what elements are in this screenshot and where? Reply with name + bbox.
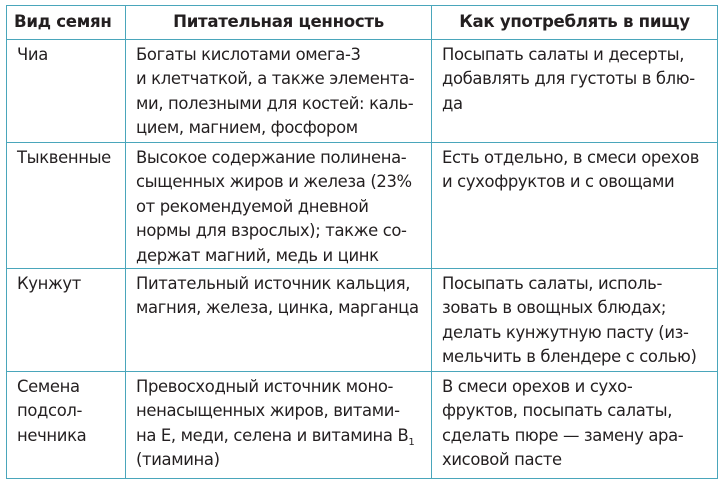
cell-seed bbox=[7, 143, 126, 269]
header-seed-type: Вид семян bbox=[7, 6, 126, 40]
text-line: и сухофруктов и с овощами bbox=[442, 172, 675, 192]
text-line: Есть отдельно, в смеси орехов bbox=[442, 148, 700, 167]
text-line: Посыпать салаты и десерты, bbox=[442, 45, 685, 64]
text-line: и клетчаткой, а также элемента- bbox=[136, 69, 415, 89]
text-line: фруктов, посыпать салаты, bbox=[442, 401, 673, 421]
seed-name: нечника bbox=[17, 425, 87, 445]
cell-usage bbox=[432, 40, 718, 143]
text-line: цием, магнием, фосфором bbox=[136, 118, 358, 138]
seed-name: подсол- bbox=[17, 401, 83, 421]
text-line: (тиамина) bbox=[136, 450, 220, 470]
header-usage: Как употреблять в пищу bbox=[432, 6, 718, 40]
text-line: на Е, меди, селена и витамина B bbox=[136, 425, 409, 445]
table-row-sesame bbox=[7, 269, 718, 372]
text-line: магния, железа, цинка, марганца bbox=[136, 298, 419, 318]
cell-seed bbox=[7, 269, 126, 372]
text-line: Высокое содержание полинена- bbox=[136, 148, 407, 167]
text-line: мельчить в блендере с солью) bbox=[442, 347, 697, 367]
subscript: 1 bbox=[408, 436, 415, 448]
text-line: Питательный источник кальция, bbox=[136, 274, 411, 294]
text-line: Посыпать салаты, исполь- bbox=[442, 274, 663, 294]
cell-seed bbox=[7, 372, 126, 479]
text-line: сделать пюре — замену ара- bbox=[442, 425, 684, 445]
text-line-with-subscript bbox=[136, 424, 425, 448]
text-line: ненасыщенных жиров, витами- bbox=[136, 401, 400, 421]
text-line: хисовой пасте bbox=[442, 450, 562, 470]
table-row-pumpkin bbox=[7, 143, 718, 269]
seed-name: Кунжут bbox=[17, 274, 81, 294]
seed-name: Семена bbox=[17, 377, 80, 397]
cell-usage bbox=[432, 372, 718, 479]
cell-usage bbox=[432, 269, 718, 372]
text-line: добавлять для густоты в блю- bbox=[442, 69, 695, 89]
text-line: Превосходный источник моно- bbox=[136, 377, 394, 397]
text-line: нормы для взрослых); также со- bbox=[136, 221, 407, 241]
header-row bbox=[7, 6, 718, 40]
text-line: да bbox=[442, 93, 463, 113]
text-line: делать кунжутную пасту (из- bbox=[442, 322, 689, 342]
cell-nutrition bbox=[126, 372, 432, 479]
header-nutrition: Питательная ценность bbox=[126, 6, 432, 40]
cell-seed bbox=[7, 40, 126, 143]
seed-name: Чиа bbox=[17, 45, 48, 64]
seeds-table bbox=[6, 5, 718, 479]
text-line: В смеси орехов и сухо- bbox=[442, 377, 633, 397]
table-row-chia bbox=[7, 40, 718, 143]
table-row-sunflower bbox=[7, 372, 718, 479]
seed-name: Тыквенные bbox=[17, 148, 111, 167]
text-line: зовать в овощных блюдах; bbox=[442, 298, 667, 318]
text-line: Богаты кислотами омега-3 bbox=[136, 45, 361, 64]
text-line: сыщенных жиров и железа (23% bbox=[136, 172, 412, 192]
cell-nutrition bbox=[126, 143, 432, 269]
text-line: ми, полезными для костей: каль- bbox=[136, 93, 414, 113]
text-line: держат магний, медь и цинк bbox=[136, 245, 379, 265]
text-line: от рекомендуемой дневной bbox=[136, 196, 369, 216]
cell-nutrition bbox=[126, 269, 432, 372]
cell-usage bbox=[432, 143, 718, 269]
cell-nutrition bbox=[126, 40, 432, 143]
